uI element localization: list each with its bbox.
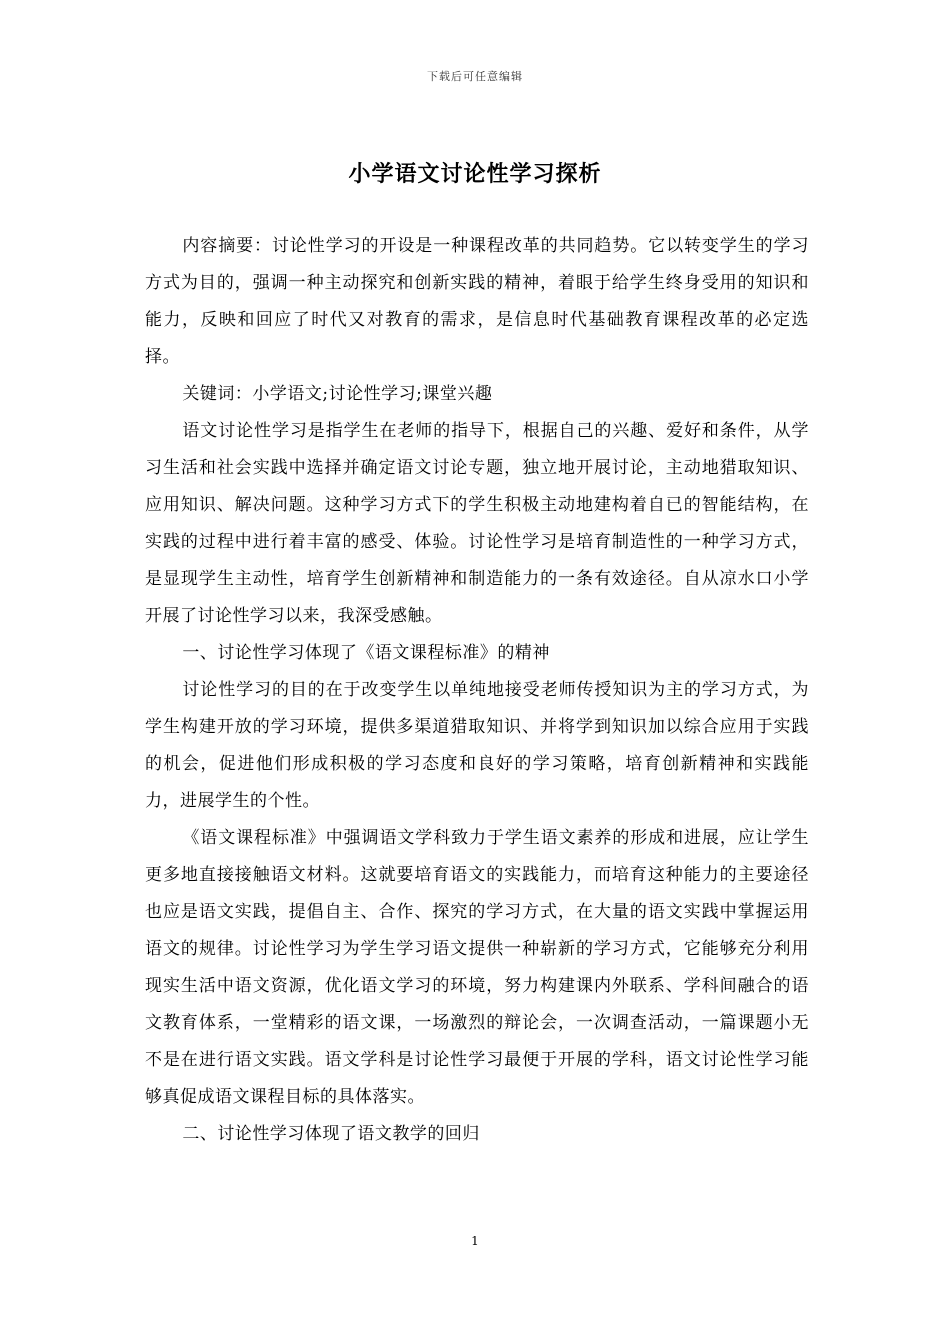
section-heading-1: 一、讨论性学习体现了《语文课程标准》的精神 [182,643,550,663]
document-title: 小学语文讨论性学习探析 [348,161,602,187]
section-heading-2: 二、讨论性学习体现了语文教学的回归 [182,1124,480,1144]
section-1-paragraph-2: 《语文课程标准》中强调语文学科致力于学生语文素养的形成和进展，应让学生更多地直接接触语文材料。这就要培育语文的实践能力，而培育这种能力的主要途径也应是语文实践，提倡自主、合作、探究的学习方式，在大量的语文实践中掌握运用语文的规律。讨论性学习为学生学习语文提供一种崭新的学习方式，它能够充分利用现实生活中语文资源，优化语文学习的环境，努力构建课内外联系、学科间融合的语文教育体系，一堂精彩的语文课，一场激烈的辩论会，一次调查活动，一篇课题小无不是在进行语文实践。语文学科是讨论性学习最便于开展的学科，语文讨论性学习能够真促成语文课程目标的具体落实。 [145,828,809,1107]
abstract-paragraph: 内容摘要：讨论性学习的开设是一种课程改革的共同趋势。它以转变学生的学习方式为目的，强调一种主动探究和创新实践的精神，着眼于给学生终身受用的知识和能力，反映和回应了时代又对教育的需求，是信息时代基础教育课程改革的必定选择。 [145,236,809,367]
section-1-paragraph-1: 讨论性学习的目的在于改变学生以单纯地接受老师传授知识为主的学习方式，为学生构建开放的学习环境，提供多渠道猎取知识、并将学到知识加以综合应用于实践的机会，促进他们形成积极的学习态度和良好的学习策略，培育创新精神和实践能力，进展学生的个性。 [145,680,809,811]
intro-paragraph: 语文讨论性学习是指学生在老师的指导下，根据自己的兴趣、爱好和条件，从学习生活和社会实践中选择并确定语文讨论专题，独立地开展讨论，主动地猎取知识、应用知识、解决问题。这种学习方式下的学生积极主动地建构着自已的智能结构，在实践的过程中进行着丰富的感受、体验。讨论性学习是培育制造性的一种学习方式，是显现学生主动性，培育学生创新精神和制造能力的一条有效途径。自从凉水口小学开展了讨论性学习以来，我深受感触。 [145,421,809,626]
document-body [145,228,809,1153]
keywords-paragraph: 关键词：小学语文;讨论性学习;课堂兴趣 [182,384,493,404]
page-header-note: 下载后可任意编辑 [427,70,523,83]
page-number: 1 [471,1234,479,1248]
